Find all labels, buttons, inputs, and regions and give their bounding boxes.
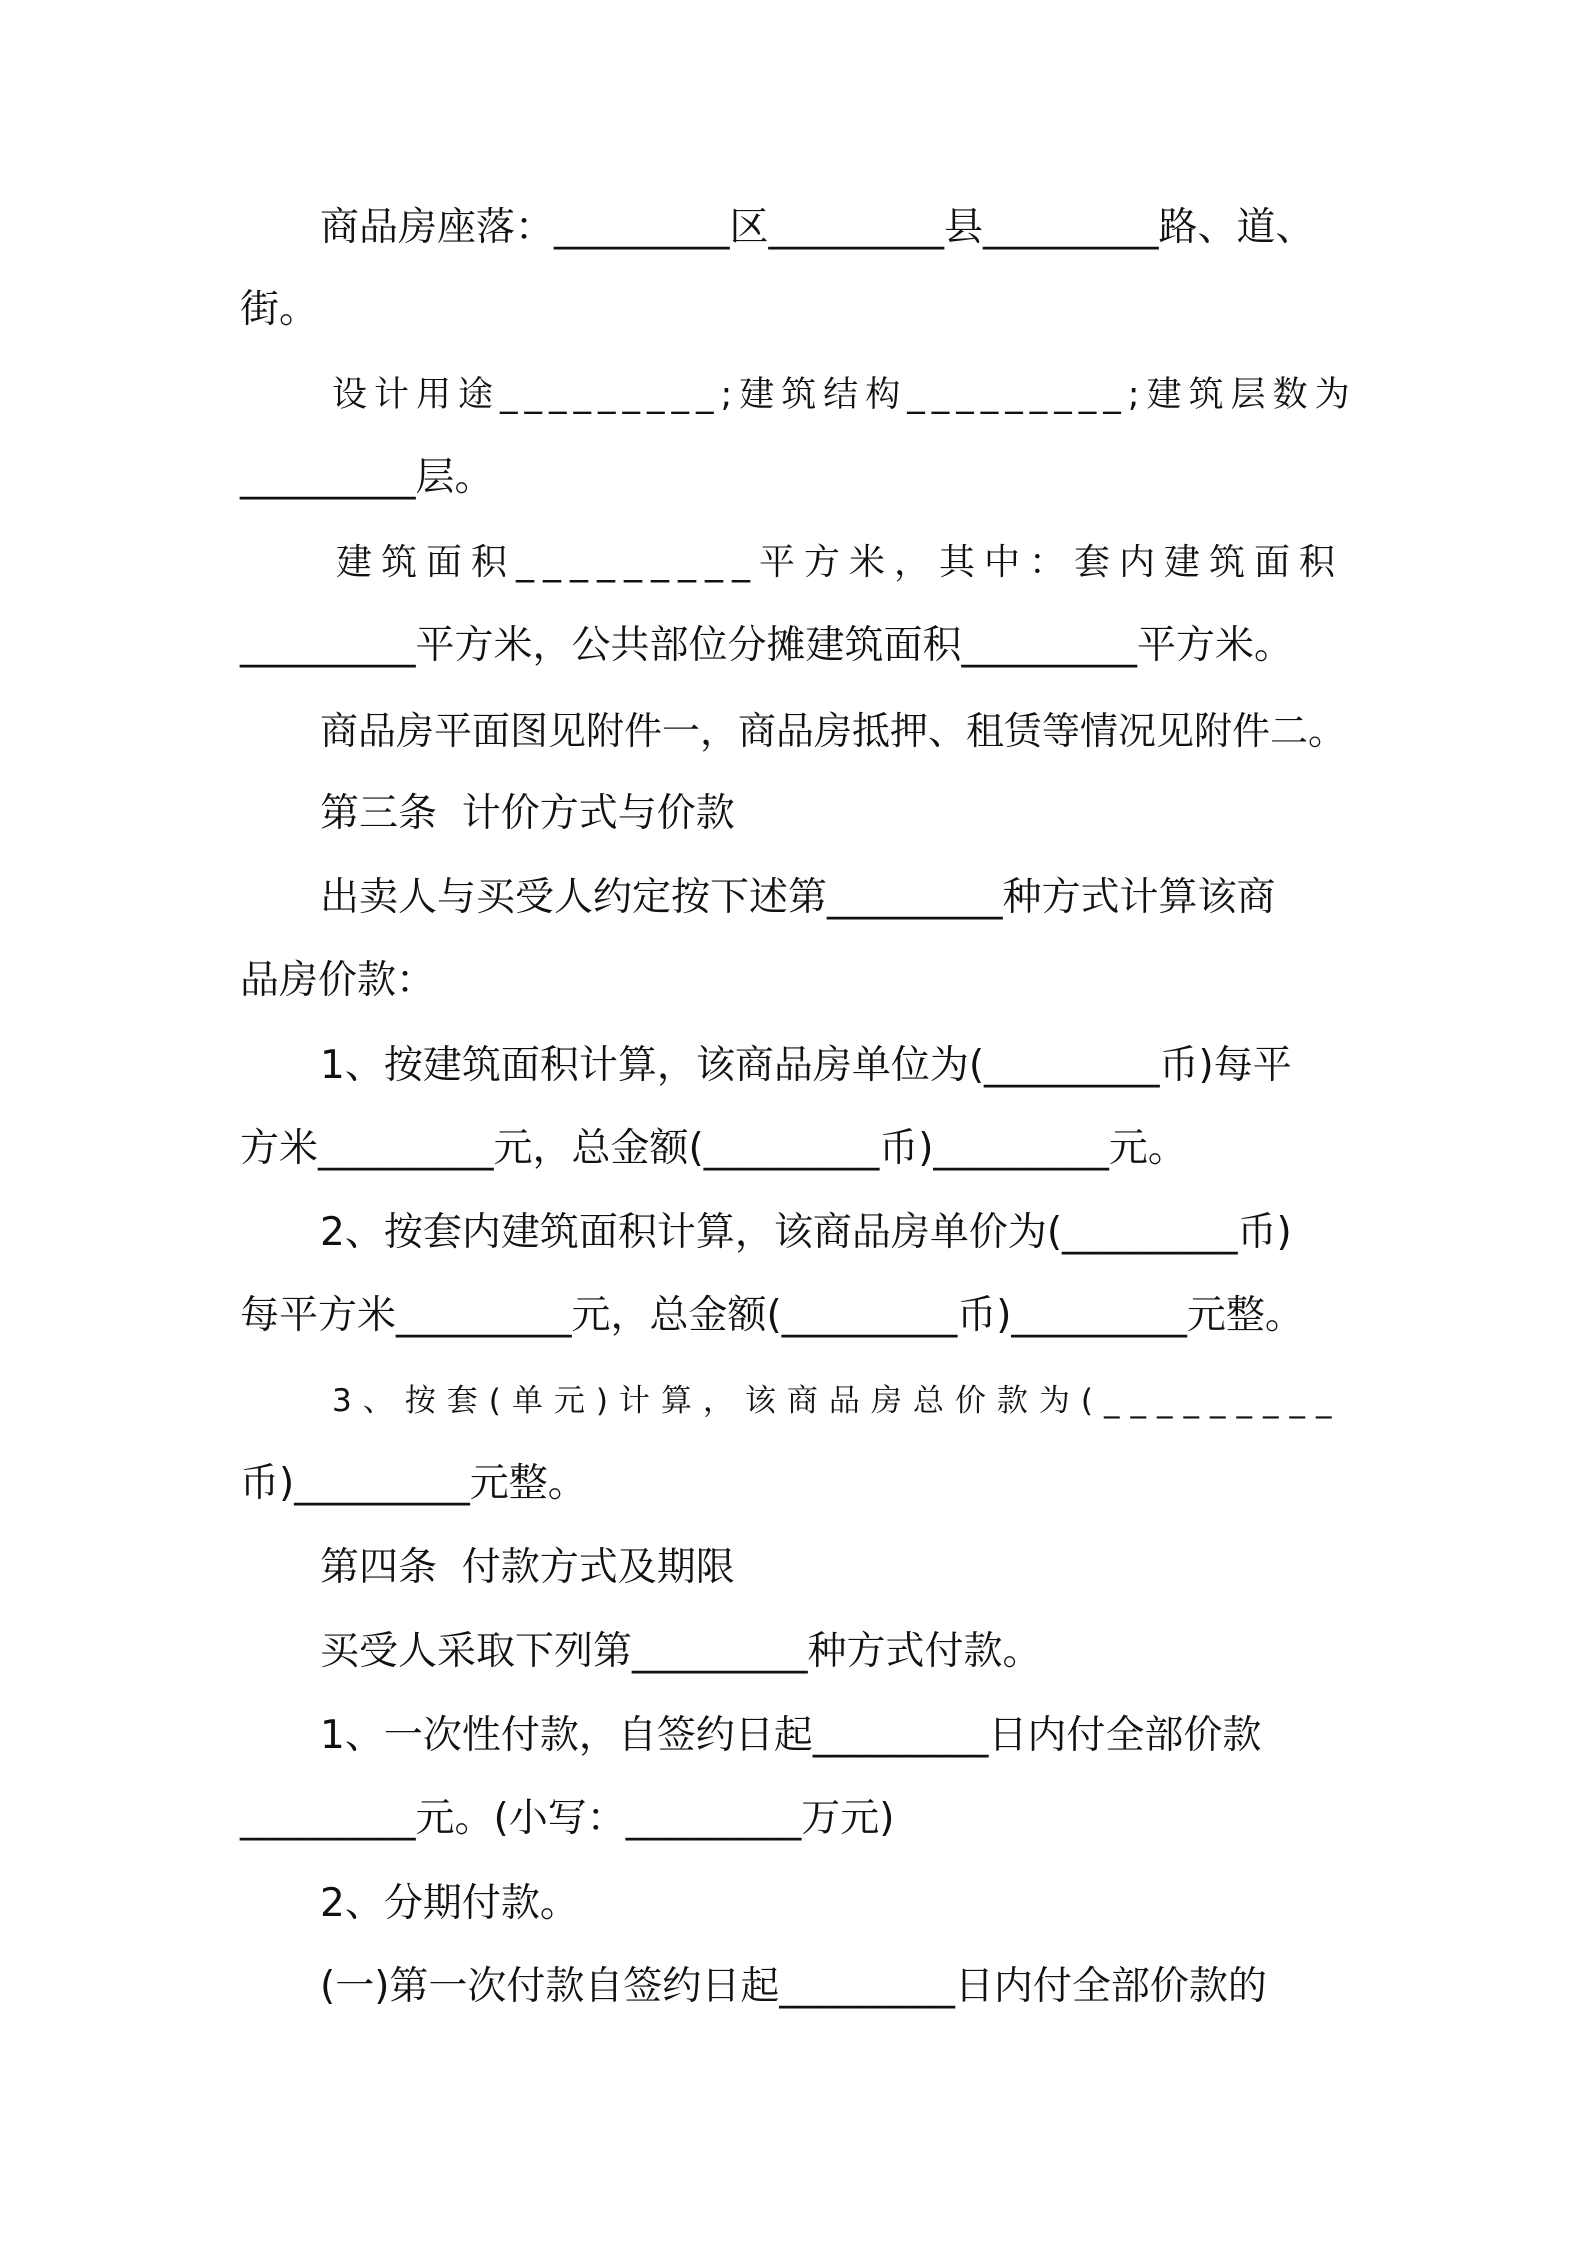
item-1-lump-sum: 1、一次性付款，自签约日起_________日内付全部价款 (320, 1713, 1262, 1758)
article-four-heading: 第四条 付款方式及期限 (320, 1545, 735, 1590)
paragraph-building-area-continued: _________平方米，公共部位分摊建筑面积_________平方米。 (240, 623, 1294, 668)
item-2-installments: 2、分期付款。 (320, 1881, 579, 1926)
article-three-heading: 第三条 计价方式与价款 (320, 791, 735, 836)
paragraph-building-area: 建筑面积_________平方米，其中：套内建筑面积 (336, 542, 1345, 583)
paragraph-location-continued: 街。 (240, 287, 319, 332)
item-2-inner-area-continued: 每平方米_________元，总金额(_________币)_________元整。 (240, 1293, 1304, 1338)
paragraph-pricing-method-continued: 品房价款： (240, 958, 436, 1003)
paragraph-payment-method: 买受人采取下列第_________种方式付款。 (320, 1629, 1042, 1674)
paragraph-pricing-method: 出卖人与买受人约定按下述第_________种方式计算该商 (320, 875, 1276, 920)
item-3-per-unit-continued: 币)_________元整。 (240, 1461, 587, 1506)
paragraph-design-use-continued: _________层。 (240, 455, 494, 500)
item-1-building-area-continued: 方米_________元，总金额(_________币)_________元。 (240, 1126, 1187, 1171)
item-1-building-area: 1、按建筑面积计算，该商品房单位为(_________币)每平 (320, 1043, 1292, 1088)
item-3-per-unit: 3、按套(单元)计算，该商品房总价款为(_________ (332, 1383, 1343, 1419)
item-2-inner-area: 2、按套内建筑面积计算，该商品房单价为(_________币) (320, 1210, 1292, 1255)
item-1-lump-sum-continued: _________元。(小写：_________万元) (240, 1796, 895, 1841)
paragraph-design-use: 设计用途_________;建筑结构_________;建筑层数为 (332, 375, 1357, 415)
paragraph-location: 商品房座落：_________区_________县_________路、道、 (320, 205, 1315, 250)
installment-first-payment: (一)第一次付款自签约日起_________日内付全部价款的 (320, 1964, 1267, 2009)
paragraph-attachments: 商品房平面图见附件一，商品房抵押、租赁等情况见附件二。 (320, 709, 1347, 753)
